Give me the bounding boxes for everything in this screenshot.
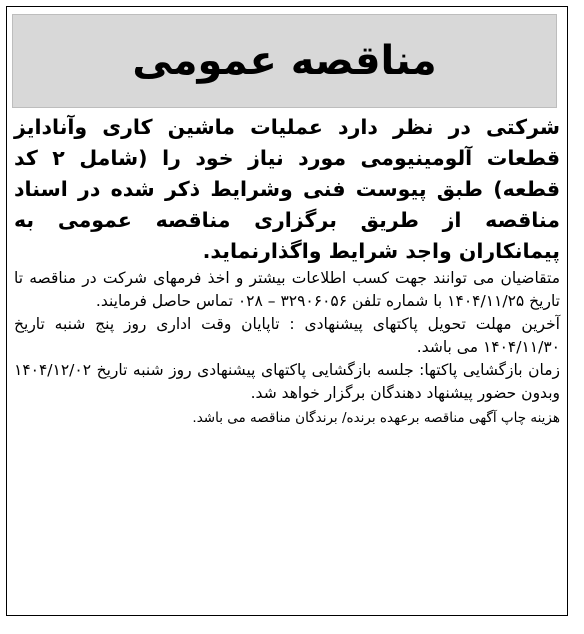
notice-title: مناقصه عمومی <box>132 38 437 84</box>
inquiry-paragraph: متقاضیان می توانند جهت کسب اطلاعات بیشتر و اخذ فرمهای شرکت در مناقصه تا تاریخ ۱۴۰۴/۱۱/۲۵ با شماره تلفن ۳۲۹۰۶۰۵۶ – ۰۲۸ تماس حاصل فرمایند. <box>14 269 560 310</box>
deadline-paragraph: آخرین مهلت تحویل پاکتهای پیشنهادی : تاپایان وقت اداری روز پنج شنبه تاریخ ۱۴۰۴/۱۱/۳۰ می باشد. <box>14 315 560 356</box>
footer-note: هزینه چاپ آگهی مناقصه برعهده برنده/ برندگان مناقصه می باشد. <box>192 410 560 426</box>
intro-paragraph: شرکتی در نظر دارد عملیات ماشین کاری وآنادایز قطعات آلومینیومی مورد نیاز خود را (شامل ۲ کد قطعه) طبق پیوست فنی وشرایط ذکر شده در اسناد مناقصه از طریق برگزاری مناقصه عمومی به پیمانکاران واجد شرایط واگذارنماید. <box>14 115 560 263</box>
notice-body <box>14 112 560 429</box>
opening-paragraph: زمان بازگشایی پاکتها: جلسه بازگشایی پاکتهای پیشنهادی روز شنبه تاریخ ۱۴۰۴/۱۲/۰۲ وبدون حضور پیشنهاد دهندگان برگزار خواهد شد. <box>14 361 560 402</box>
title-banner <box>12 14 557 108</box>
